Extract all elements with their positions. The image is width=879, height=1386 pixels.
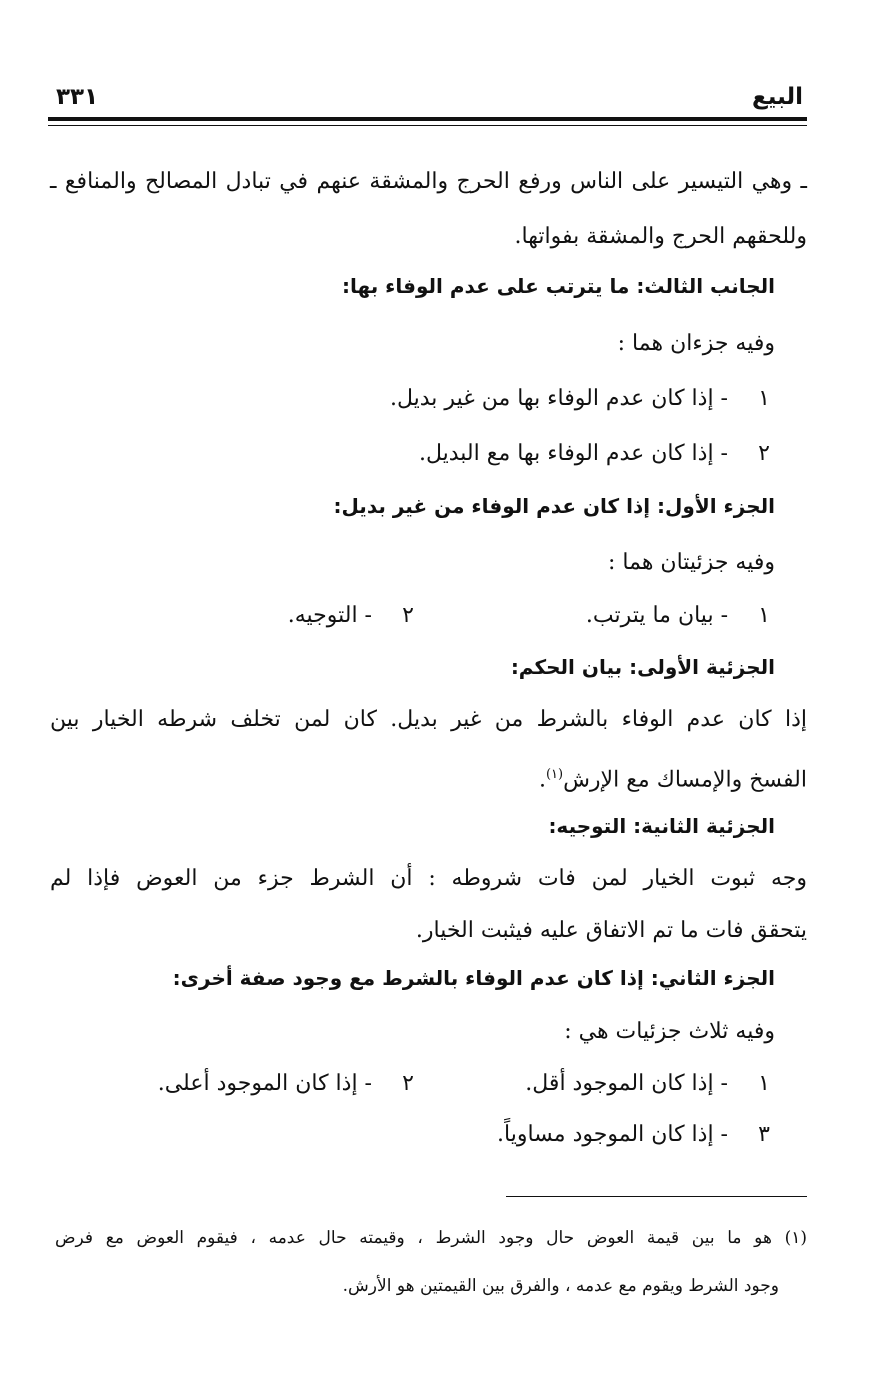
list-number: ١ <box>758 603 770 628</box>
list-item <box>288 601 419 631</box>
section-heading: الجزئية الأولى: بيان الحكم: <box>510 655 775 679</box>
list-text: - إذا كان عدم الوفاء بها مع البديل. <box>418 441 728 466</box>
list-number: ٢ <box>402 1071 414 1096</box>
footnote-line: وجود الشرط ويقوم مع عدمه ، والفرق بين القيمتين هو الأرش. <box>342 1276 779 1296</box>
list-item <box>525 1069 775 1099</box>
paragraph-line: وفيه جزئيتان هما : <box>608 550 775 575</box>
list-text: - بيان ما يترتب. <box>585 603 728 628</box>
section-heading: الجزء الأول: إذا كان عدم الوفاء من غير بديل: <box>333 494 775 518</box>
list-text: - إذا كان الموجود أعلى. <box>157 1071 372 1096</box>
footnote-line: (١) هو ما بين قيمة العوض حال وجود الشرط ، وقيمته حال عدمه ، فيقوم العوض مع فرض <box>55 1228 807 1248</box>
paragraph-text: الفسخ والإمساك مع الإرش <box>563 767 807 793</box>
paragraph-line: وفيه ثلاث جزئيات هي : <box>564 1019 775 1044</box>
list-text: - التوجيه. <box>287 603 372 628</box>
header-rule-thin <box>48 125 807 126</box>
paragraph-line: وجه ثبوت الخيار لمن فات شروطه : أن الشرط جزء من العوض فإذا لم <box>50 866 807 891</box>
list-number: ١ <box>758 386 770 411</box>
footnote-separator <box>506 1196 807 1197</box>
running-header <box>48 84 807 114</box>
list-text: - إذا كان الموجود أقل. <box>525 1071 728 1096</box>
list-number: ٢ <box>402 603 414 628</box>
chapter-title: البيع <box>751 84 803 110</box>
footnote-reference[interactable]: (١) <box>545 767 564 782</box>
paragraph-line: يتحقق فات ما تم الاتفاق عليه فيثبت الخيار. <box>415 918 807 943</box>
list-number: ١ <box>758 1071 770 1096</box>
list-item <box>158 1069 419 1099</box>
paragraph-line: إذا كان عدم الوفاء بالشرط من غير بديل. كان لمن تخلف شرطه الخيار بين <box>50 707 807 732</box>
list-number: ٣ <box>758 1122 770 1147</box>
list-text: - إذا كان عدم الوفاء بها من غير بديل. <box>389 386 728 411</box>
section-heading: الجزئية الثانية: التوجيه: <box>548 814 775 838</box>
list-item <box>419 439 775 469</box>
paragraph-line: وفيه جزءان هما : <box>617 331 775 356</box>
list-item <box>390 384 775 414</box>
paragraph-text: . <box>538 767 546 793</box>
list-number: ٢ <box>758 441 770 466</box>
paragraph-line: ـ وهي التيسير على الناس ورفع الحرج والمشقة عنهم في تبادل المصالح والمنافع ـ <box>50 169 807 194</box>
list-item <box>586 601 775 631</box>
paragraph-line <box>539 760 807 795</box>
list-item <box>497 1120 775 1150</box>
header-rule-thick <box>48 117 807 121</box>
page-number: ٣٣١ <box>56 84 99 110</box>
section-heading: الجزء الثاني: إذا كان عدم الوفاء بالشرط مع وجود صفة أخرى: <box>172 966 775 990</box>
paragraph-line: وللحقهم الحرج والمشقة بفواتها. <box>514 224 807 249</box>
section-heading: الجانب الثالث: ما يترتب على عدم الوفاء بها: <box>341 274 775 298</box>
list-text: - إذا كان الموجود مساوياً. <box>497 1122 728 1147</box>
